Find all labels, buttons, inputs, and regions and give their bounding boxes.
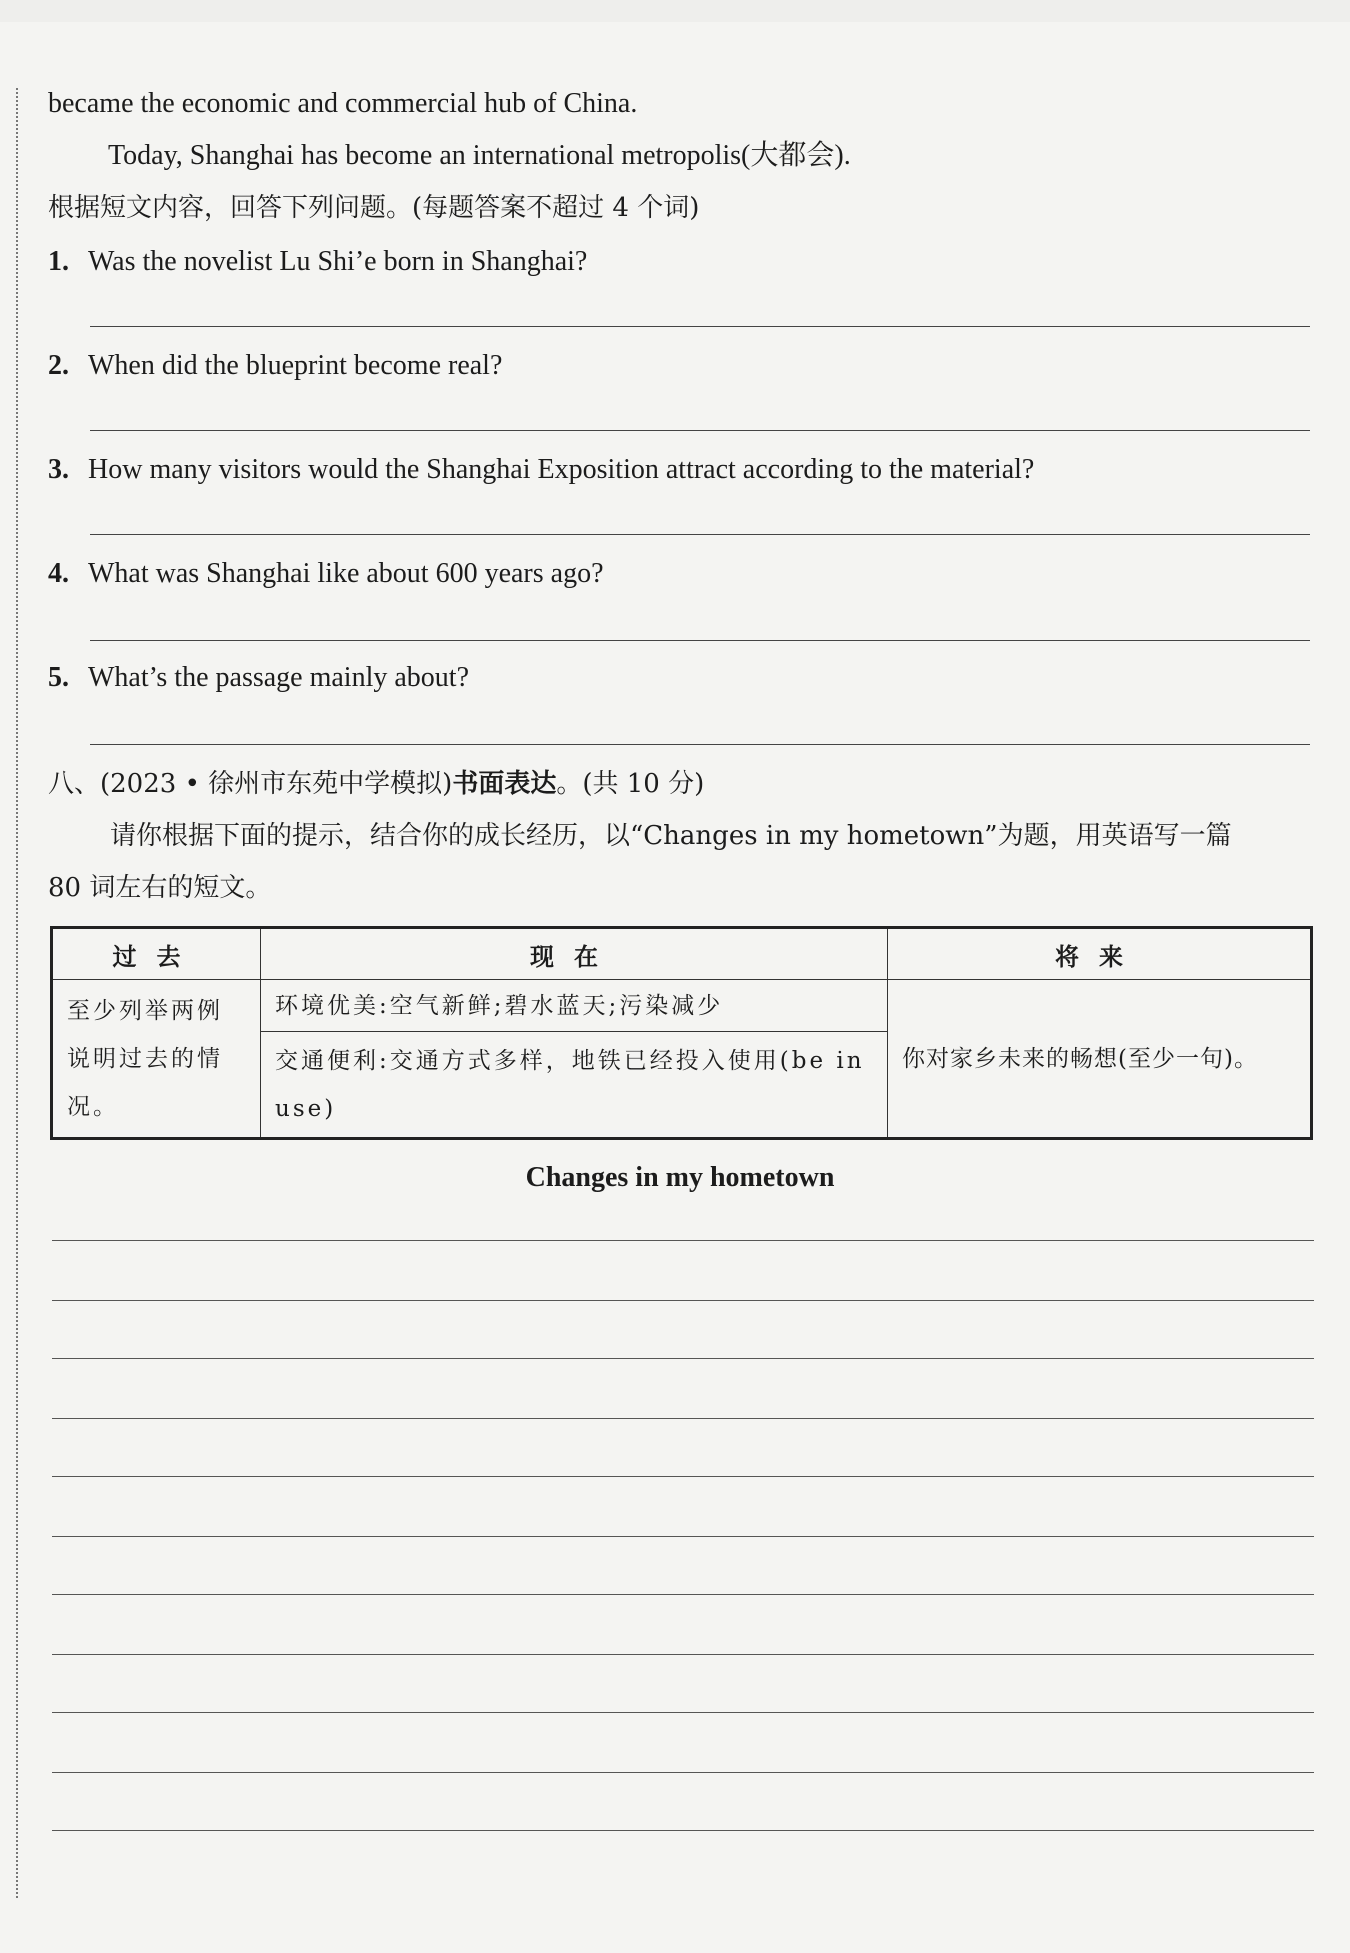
writing-line[interactable]	[52, 1418, 1314, 1419]
hint-table	[50, 926, 1313, 1140]
question-3: 3. How many visitors would the Shanghai Exposition attract according to the material?	[48, 454, 1035, 485]
reading-instruction: 根据短文内容，回答下列问题。(每题答案不超过 4 个词)	[48, 193, 700, 223]
writing-line[interactable]	[52, 1536, 1314, 1537]
binding-dotted-line	[16, 88, 18, 1898]
writing-line[interactable]	[52, 1240, 1314, 1241]
writing-line[interactable]	[52, 1476, 1314, 1477]
answer-line-2[interactable]	[90, 430, 1310, 431]
answer-line-1[interactable]	[90, 326, 1310, 327]
question-4: 4. What was Shanghai like about 600 years ago?	[48, 558, 604, 589]
essay-title: Changes in my hometown	[525, 1162, 835, 1193]
cell-future: 你对家乡未来的畅想(至少一句)。	[888, 980, 1312, 1139]
section-8-instruction-2: 80 词左右的短文。	[48, 873, 272, 903]
writing-line[interactable]	[52, 1654, 1314, 1655]
question-1-text: Was the novelist Lu Shi’e born in Shanghai?	[88, 246, 588, 277]
passage-line-1: became the economic and commercial hub of China.	[48, 88, 638, 119]
question-3-text: How many visitors would the Shanghai Exposition attract according to the material?	[88, 454, 1035, 485]
cell-past: 至少列举两例说明过去的情况。	[52, 980, 261, 1139]
section-8-heading: 八、(2023 • 徐州市东苑中学模拟)书面表达。(共 10 分)	[48, 769, 705, 799]
question-5: 5. What’s the passage mainly about?	[48, 662, 469, 693]
header-past: 过去	[52, 928, 261, 980]
cell-present-environment: 环境优美:空气新鲜;碧水蓝天;污染减少	[261, 980, 888, 1032]
writing-line[interactable]	[52, 1358, 1314, 1359]
page-top-band	[0, 0, 1350, 22]
answer-line-3[interactable]	[90, 534, 1310, 535]
writing-line[interactable]	[52, 1712, 1314, 1713]
answer-line-4[interactable]	[90, 640, 1310, 641]
writing-line[interactable]	[52, 1830, 1314, 1831]
cell-present-transport: 交通便利:交通方式多样，地铁已经投入使用(be in use)	[261, 1032, 888, 1139]
answer-line-5[interactable]	[90, 744, 1310, 745]
writing-line[interactable]	[52, 1594, 1314, 1595]
question-4-text: What was Shanghai like about 600 years ago?	[88, 558, 604, 589]
writing-line[interactable]	[52, 1772, 1314, 1773]
question-5-text: What’s the passage mainly about?	[88, 662, 469, 693]
section-8-instruction-1: 请你根据下面的提示，结合你的成长经历，以“Changes in my hometown”为题，用英语写一篇	[110, 821, 1232, 851]
question-2: 2. When did the blueprint become real?	[48, 350, 503, 381]
header-future: 将来	[888, 928, 1312, 980]
question-2-text: When did the blueprint become real?	[88, 350, 503, 381]
header-present: 现在	[261, 928, 888, 980]
question-1: 1. Was the novelist Lu Shi’e born in Shanghai?	[48, 246, 588, 277]
passage-line-2: Today, Shanghai has become an international metropolis(大都会).	[108, 140, 851, 171]
writing-line[interactable]	[52, 1300, 1314, 1301]
